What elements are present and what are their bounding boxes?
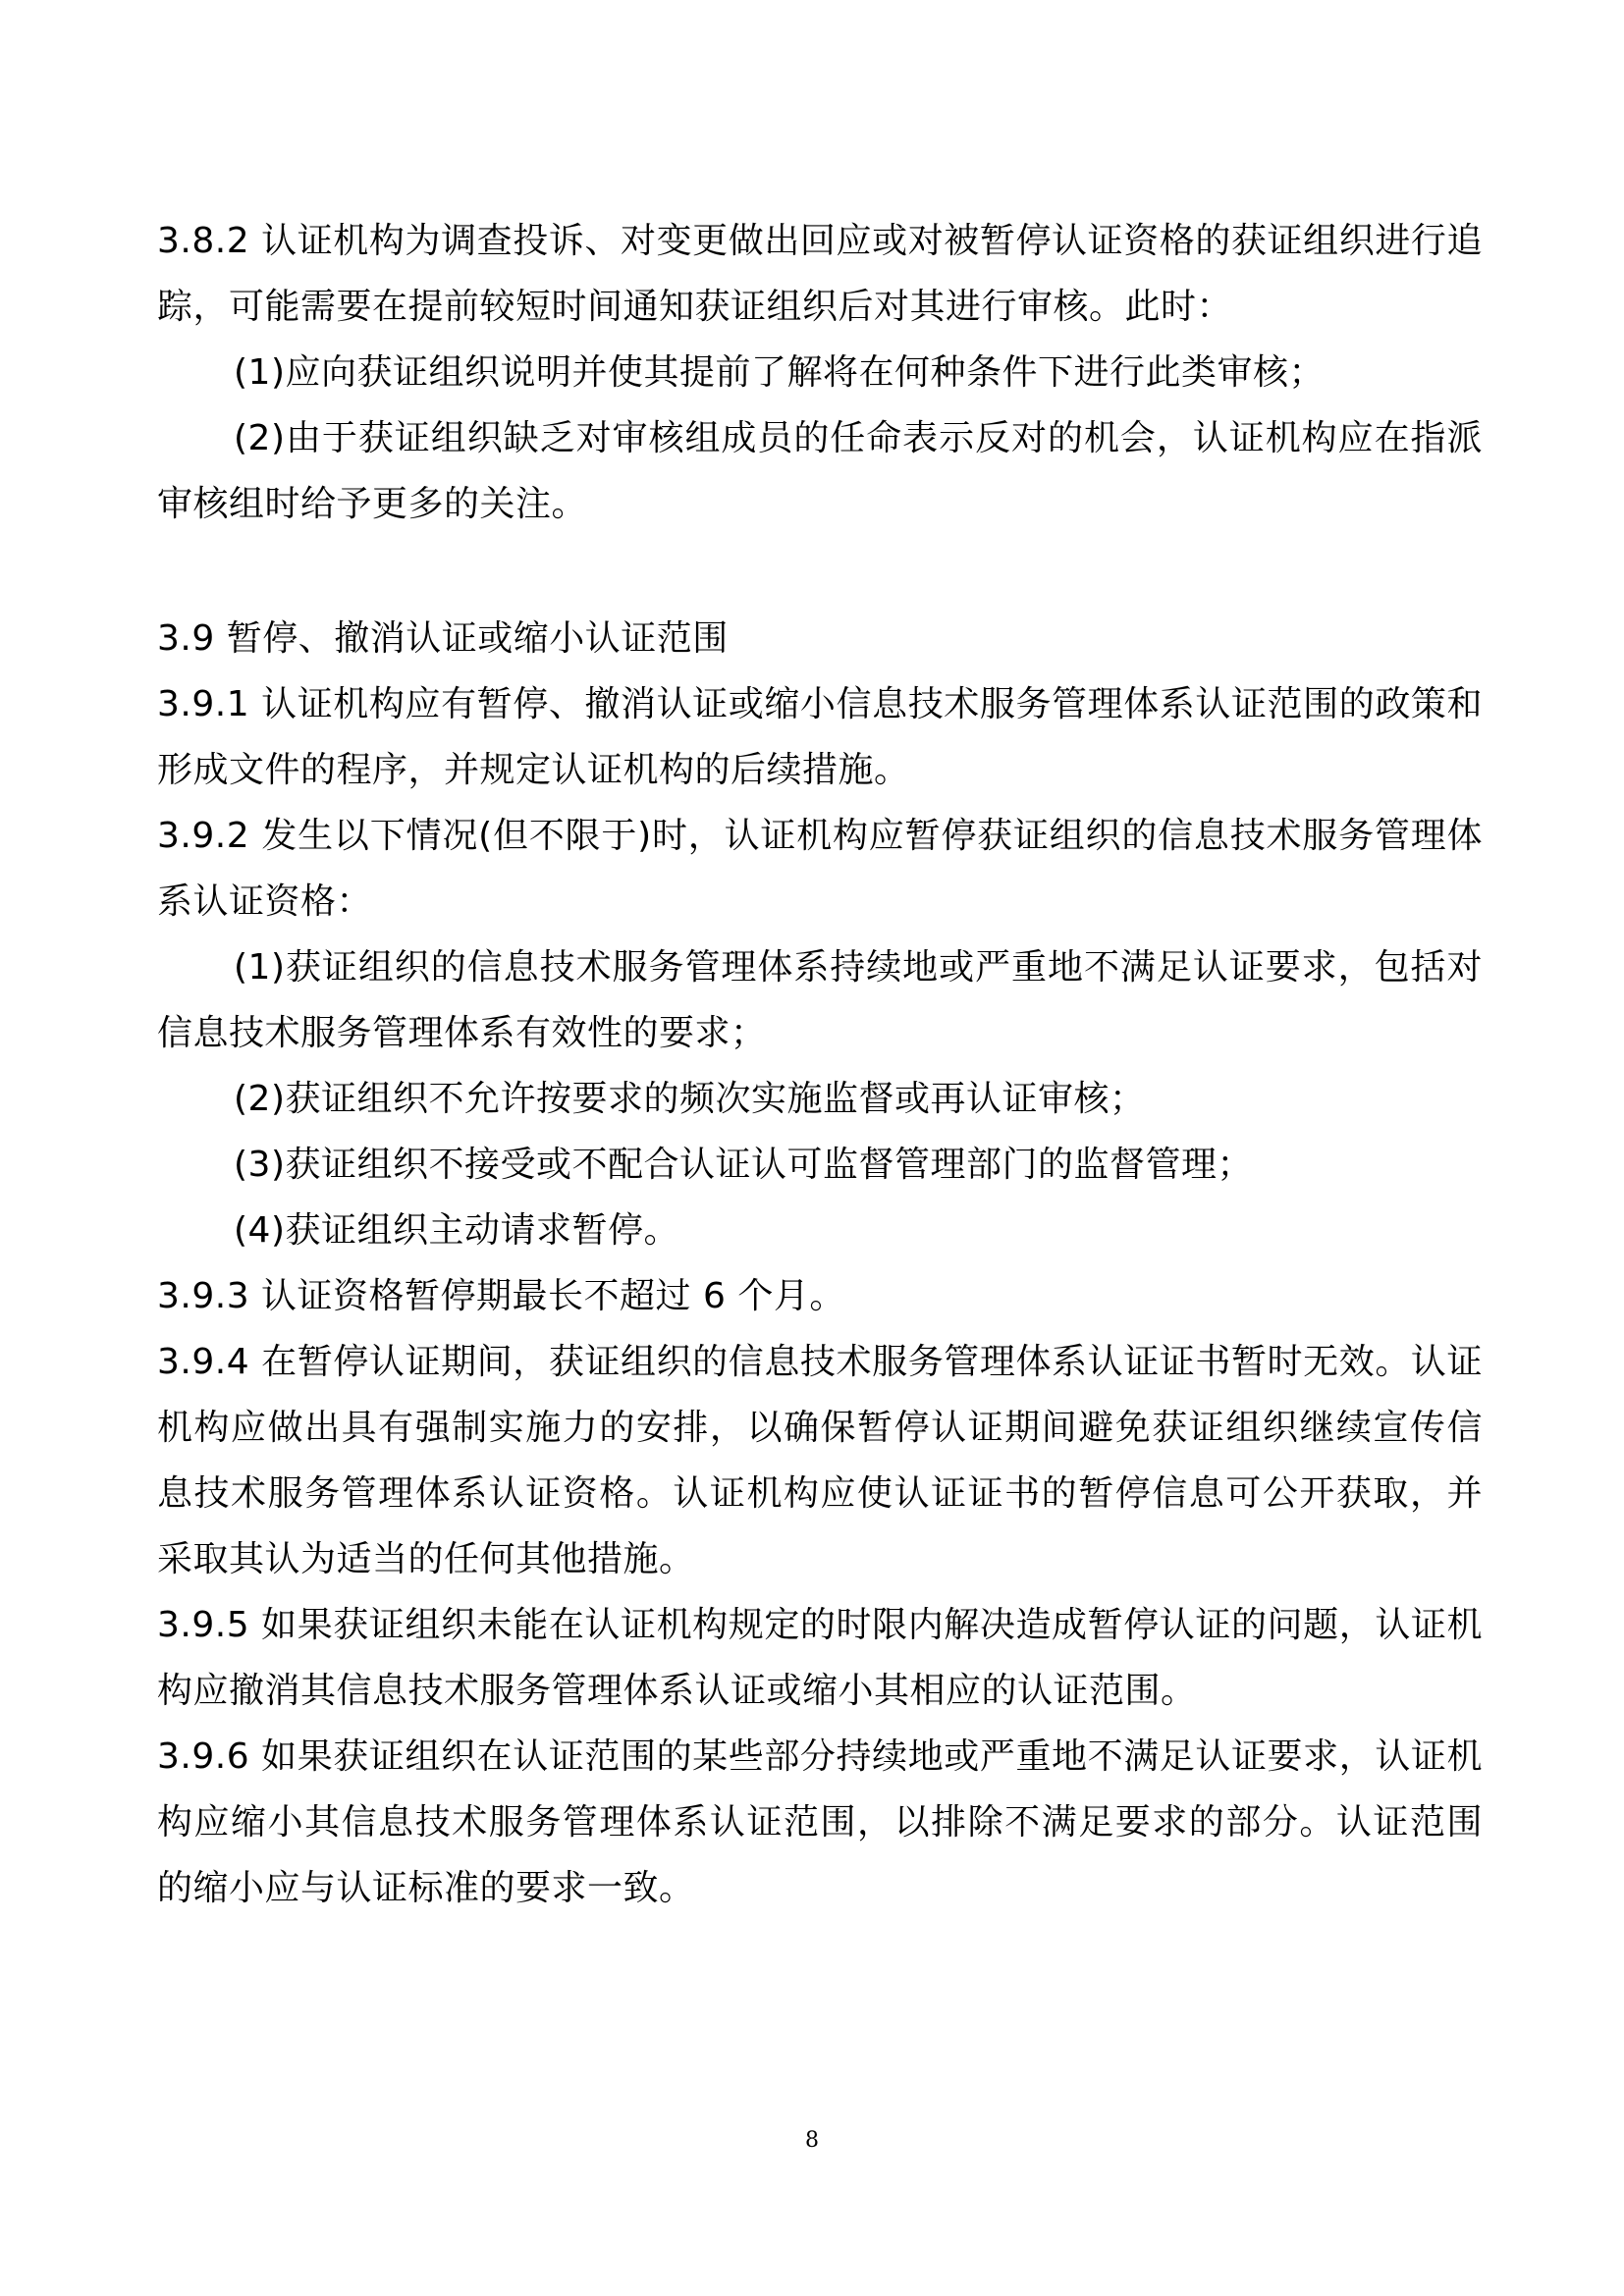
clause-3-9-2-item-3: (3)获证组织不接受或不配合认证认可监督管理部门的监督管理； — [234, 1145, 1253, 1185]
section-gap — [157, 537, 1483, 606]
clause-3-9-4: 3.9.4 在暂停认证期间，获证组织的信息技术服务管理体系认证证书暂时无效。认证机构应做出具有强制实施力的安排，以确保暂停认证期间避免获证组织继续宣传信息技术服务管理体系认证资格。认证机构应使认证证书的暂停信息可公开获取，并采取其认为适当的任何其他措施。 — [157, 1342, 1483, 1579]
clause-3-8-2: 3.8.2 认证机构为调查投诉、对变更做出回应或对被暂停认证资格的获证组织进行追踪，可能需要在提前较短时间通知获证组织后对其进行审核。此时： — [157, 221, 1483, 327]
clause-3-9-3: 3.9.3 认证资格暂停期最长不超过 6 个月。 — [157, 1276, 845, 1316]
section-heading-3-9: 3.9 暂停、撤消认证或缩小认证范围 — [157, 618, 729, 659]
clause-3-9-2-item-2: (2)获证组织不允许按要求的频次实施监督或再认证审核； — [234, 1079, 1146, 1119]
clause-3-9-2-item-1: (1)获证组织的信息技术服务管理体系持续地或严重地不满足认证要求，包括对信息技术服务管理体系有效性的要求； — [157, 947, 1483, 1053]
clause-3-8-2-item-2: (2)由于获证组织缺乏对审核组成员的任命表示反对的机会，认证机构应在指派审核组时给予更多的关注。 — [157, 418, 1483, 524]
document-body — [157, 208, 1483, 1921]
clause-3-9-6: 3.9.6 如果获证组织在认证范围的某些部分持续地或严重地不满足认证要求，认证机构应缩小其信息技术服务管理体系认证范围，以排除不满足要求的部分。认证范围的缩小应与认证标准的要求一致。 — [157, 1736, 1483, 1908]
clause-3-8-2-item-1: (1)应向获证组织说明并使其提前了解将在何种条件下进行此类审核； — [234, 352, 1325, 393]
page-number: 8 — [805, 2128, 819, 2153]
clause-3-9-2: 3.9.2 发生以下情况(但不限于)时，认证机构应暂停获证组织的信息技术服务管理体系认证资格： — [157, 816, 1483, 922]
clause-3-9-5: 3.9.5 如果获证组织未能在认证机构规定的时限内解决造成暂停认证的问题，认证机构应撤消其信息技术服务管理体系认证或缩小其相应的认证范围。 — [157, 1605, 1483, 1711]
clause-3-9-1: 3.9.1 认证机构应有暂停、撤消认证或缩小信息技术服务管理体系认证范围的政策和形成文件的程序，并规定认证机构的后续措施。 — [157, 684, 1483, 790]
clause-3-9-2-item-4: (4)获证组织主动请求暂停。 — [234, 1210, 679, 1251]
